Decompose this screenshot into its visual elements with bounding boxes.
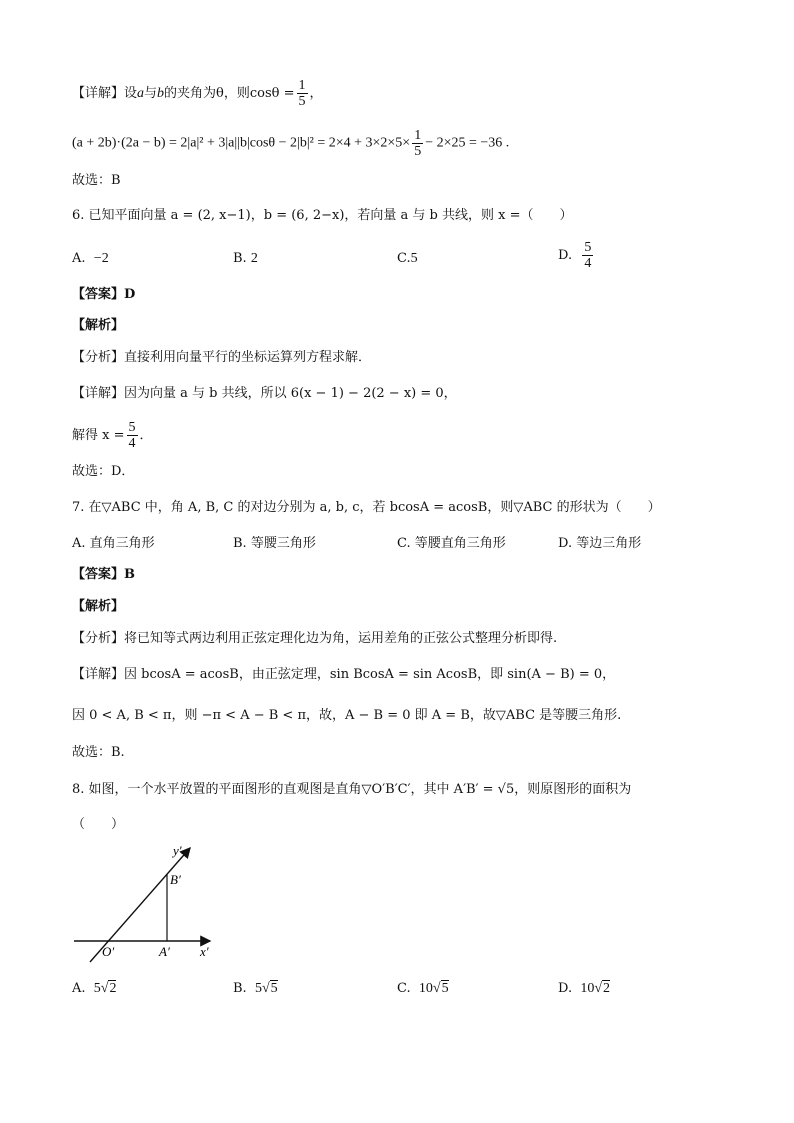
q6-answer: 【答案】D: [72, 287, 136, 302]
q6-solve: 解得 x = $\frac{5}{4}$ ．: [72, 420, 153, 451]
formula-left: (a + 2b)·(2a − b) = 2|a|² + 3|a||b|cosθ − 2|b|² = 2×4 + 3×2×5×: [72, 135, 411, 151]
question-7-stem: 7. 在▽ABC 中，角 A, B, C 的对边分别为 a, b, c，若 bcosA = acosB，则▽ABC 的形状为（ ）: [72, 500, 661, 515]
vector-a: a: [137, 86, 145, 101]
label-y: y′: [173, 843, 182, 858]
q6-option-b: B. 2: [233, 251, 258, 266]
label-o: O′: [102, 944, 115, 959]
q6-option-a: A. −2: [72, 251, 109, 266]
detail-q5-text: 的夹角为θ，则cosθ =: [164, 86, 295, 101]
label-a: A′: [159, 944, 170, 959]
q7-choice: 故选：B.: [72, 745, 125, 760]
fraction-one-fifth: $\frac{1}{5}$: [298, 78, 306, 109]
detail-q5-line: 【详解】设a与b的夹角为θ，则cosθ = $\frac{1}{5}$ ，: [72, 78, 323, 109]
q7-option-c: C. 等腰直角三角形: [397, 536, 506, 551]
formula-right: − 2×25 = −36 .: [425, 135, 510, 151]
label-b: B′: [170, 872, 181, 887]
q7-analysis: 【分析】将已知等式两边利用正弦定理化边为角，运用差角的正弦公式整理分析即得.: [72, 631, 558, 646]
q7-detail: 【详解】因 bcosA = acosB，由正弦定理，sin BcosA = sin AcosB，即 sin(A − B) = 0，: [72, 667, 616, 682]
q7-option-a: A. 直角三角形: [72, 536, 155, 551]
q7-option-b: B. 等腰三角形: [233, 536, 316, 551]
vector-b: b: [157, 86, 165, 101]
q7-detail2: 因 0 < A, B < π，则 −π < A − B < π，故，A − B = 0 即 A = B，故▽ABC 是等腰三角形.: [72, 708, 622, 723]
q6-detail: 【详解】因为向量 a 与 b 共线，所以 6(x − 1) − 2(2 − x) = 0，: [72, 386, 457, 401]
q7-option-d: D. 等边三角形: [558, 536, 642, 551]
with-text: 与: [144, 86, 158, 101]
q6-option-d: D. $\frac{5}{4}$: [558, 240, 592, 271]
question-6-stem: 6. 已知平面向量 a = (2, x−1)，b = (6, 2−x)，若向量 a 与 b 共线，则 x =（ ）: [72, 208, 573, 223]
q6-choice: 故选：D．: [72, 464, 135, 479]
q6-option-c: C.5: [397, 251, 418, 266]
q8-option-d: D. 10√2: [558, 981, 611, 996]
formula-fraction: $\frac{1}{5}$: [414, 128, 422, 159]
q8-option-b: B. 5√5: [233, 981, 278, 996]
q6-analysis: 【分析】直接利用向量平行的坐标运算列方程求解．: [72, 350, 372, 365]
detail-q5-prefix: 【详解】设: [72, 86, 138, 101]
q8-option-a: A. 5√2: [72, 981, 117, 996]
q8-figure: [70, 840, 220, 965]
q6-analysis-head: 【解析】: [72, 318, 125, 333]
q7-answer: 【答案】B: [72, 567, 135, 582]
q8-option-c: C. 10√5: [397, 981, 449, 996]
label-x: x′: [200, 944, 209, 959]
question-8-stem: 8. 如图，一个水平放置的平面图形的直观图是直角▽O′B′C′，其中 A′B′ = √5，则原图形的面积为: [72, 782, 632, 797]
question-8-paren: （ ）: [72, 817, 125, 832]
choice-q5: 故选：B: [72, 173, 121, 188]
q7-analysis-head: 【解析】: [72, 599, 125, 614]
formula-q5: [72, 128, 509, 159]
